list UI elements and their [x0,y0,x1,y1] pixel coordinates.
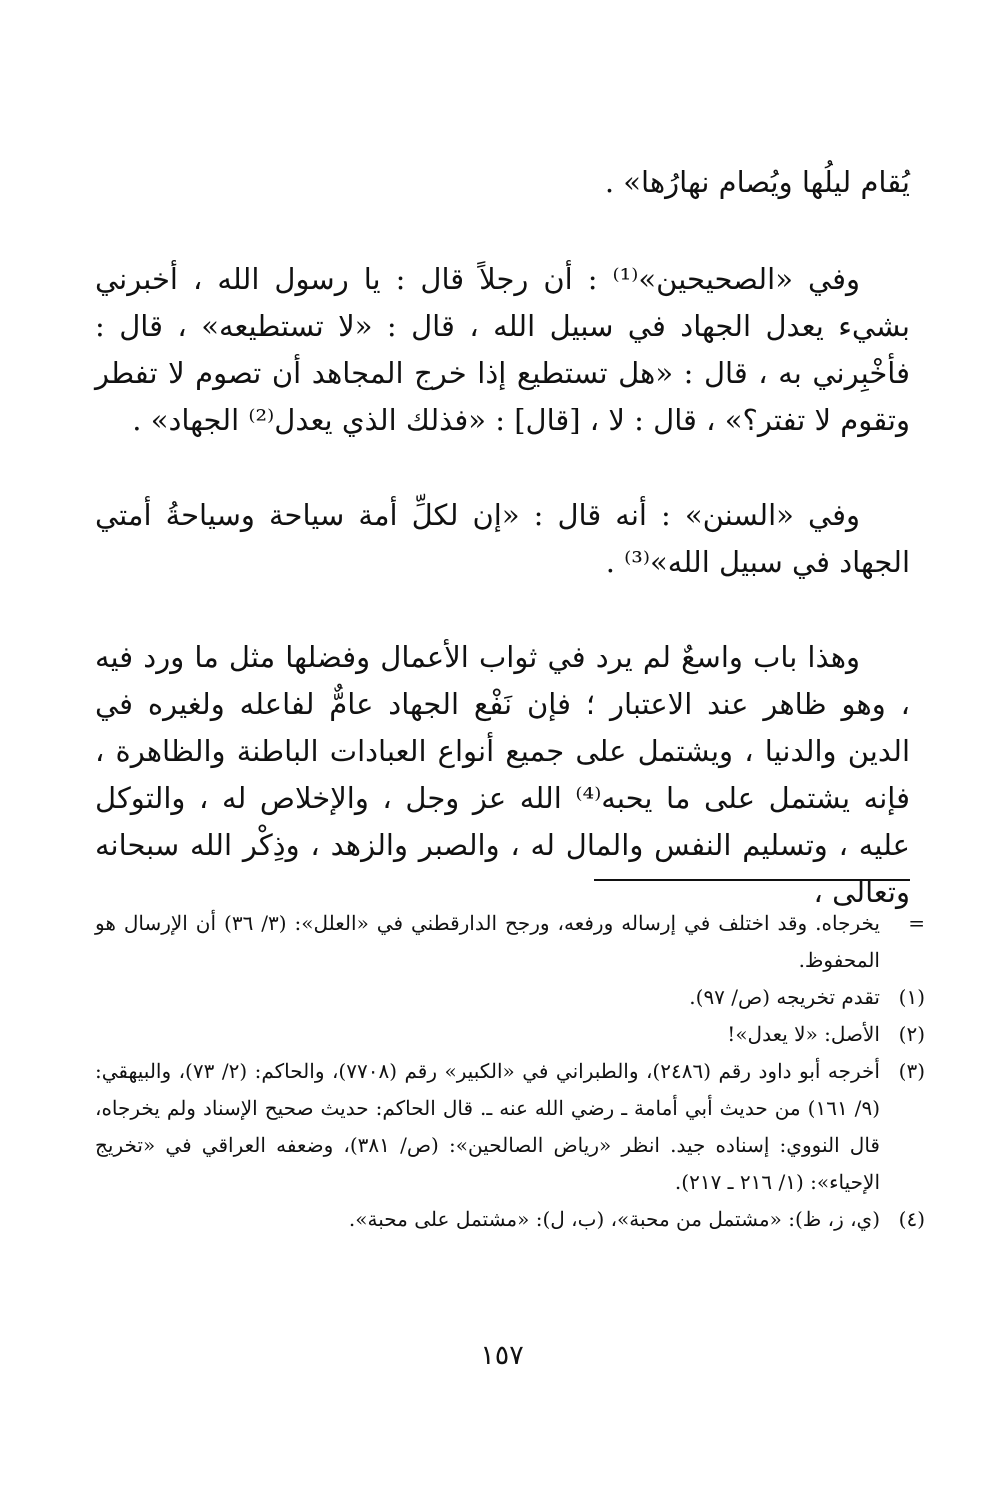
footnote-text: تقدم تخريجه (ص/ ٩٧). [689,985,880,1009]
footnote-marker: (١) [898,985,925,1009]
footnote-3 [95,1053,925,1201]
paragraph-sahihayn [95,256,910,444]
paragraph-jihad-virtue [95,634,910,916]
paragraph-sunan [95,492,910,586]
paragraph-jihad-virtue-text: وهذا باب واسعٌ لم يرد في ثواب الأعمال وفضلها مثل ما ورد فيه ، وهو ظاهر عند الاعتبار ؛ فإن نَفْع الجهاد عامٌّ لفاعله ولغيره في الدين والدنيا ، ويشتمل على جميع أنواع العبادات الباطنة والظاهرة ، فإنه يشتمل على ما يحبه⁽⁴⁾ الله عز وجل ، والإخلاص له ، والتوكل عليه ، وتسليم النفس والمال له ، والصبر والزهد ، وذِكْر الله سبحانه وتعالى ، [95,640,910,909]
footnote-marker: (٢) [898,1022,925,1046]
footnote-text: أخرجه أبو داود رقم (٢٤٨٦)، والطبراني في «الكبير» رقم (٧٧٠٨)، والحاكم: (٢/ ٧٣)، والبيهقي: (٩/ ١٦١) من حديث أبي أمامة ـ رضي الله عنه ـ. قال الحاكم: حديث صحيح الإسناد ولم يخرجاه، قال النووي: إسناده جيد. انظر «رياض الصالحين»: (ص/ ٣٨١)، وضعفه العراقي في «تخريج الإحياء»: (١/ ٢١٦ ـ ٢١٧). [95,1059,880,1194]
paragraph-continuation: يُقام ليلُها ويُصام نهارُها» . [604,165,910,199]
footnote-marker: (٣) [898,1059,925,1083]
footnote-text: (ي، ز، ظ): «مشتمل من محبة»، (ب، ل): «مشتمل على محبة». [348,1207,880,1231]
footnotes [95,905,925,1238]
paragraph-sahihayn-text: وفي «الصحيحين»⁽¹⁾ : أن رجلاً قال : يا رسول الله ، أخبرني بشيء يعدل الجهاد في سبيل الله ، قال : «لا تستطيعه» ، قال : فأخْبِرني به ، قال : «هل تستطيع إذا خرج المجاهد أن تصوم لا تفطر وتقوم لا تفتر؟» ، قال : لا ، [قال] : «فذلك الذي يعدل⁽²⁾ الجهاد» . [95,262,910,437]
footnote-4 [95,1201,925,1238]
footnote-1 [95,979,925,1016]
footnote-marker: (٤) [898,1207,925,1231]
footnote-marker: = [908,911,925,935]
footnote-text: يخرجاه. وقد اختلف في إرساله ورفعه، ورجح الدارقطني في «العلل»: (٣/ ٣٦) أن الإرسال هو المحفوظ. [95,911,880,972]
page-number: ١٥٧ [480,1340,524,1371]
footnote-2 [95,1016,925,1053]
footnote-continuation [95,905,925,979]
footnote-text: الأصل: «لا يعدل»! [727,1022,880,1046]
paragraph-sunan-text: وفي «السنن» : أنه قال : «إن لكلِّ أمة سياحة وسياحةُ أمتي الجهاد في سبيل الله»⁽³⁾ . [95,498,910,579]
footnote-separator [594,879,910,881]
